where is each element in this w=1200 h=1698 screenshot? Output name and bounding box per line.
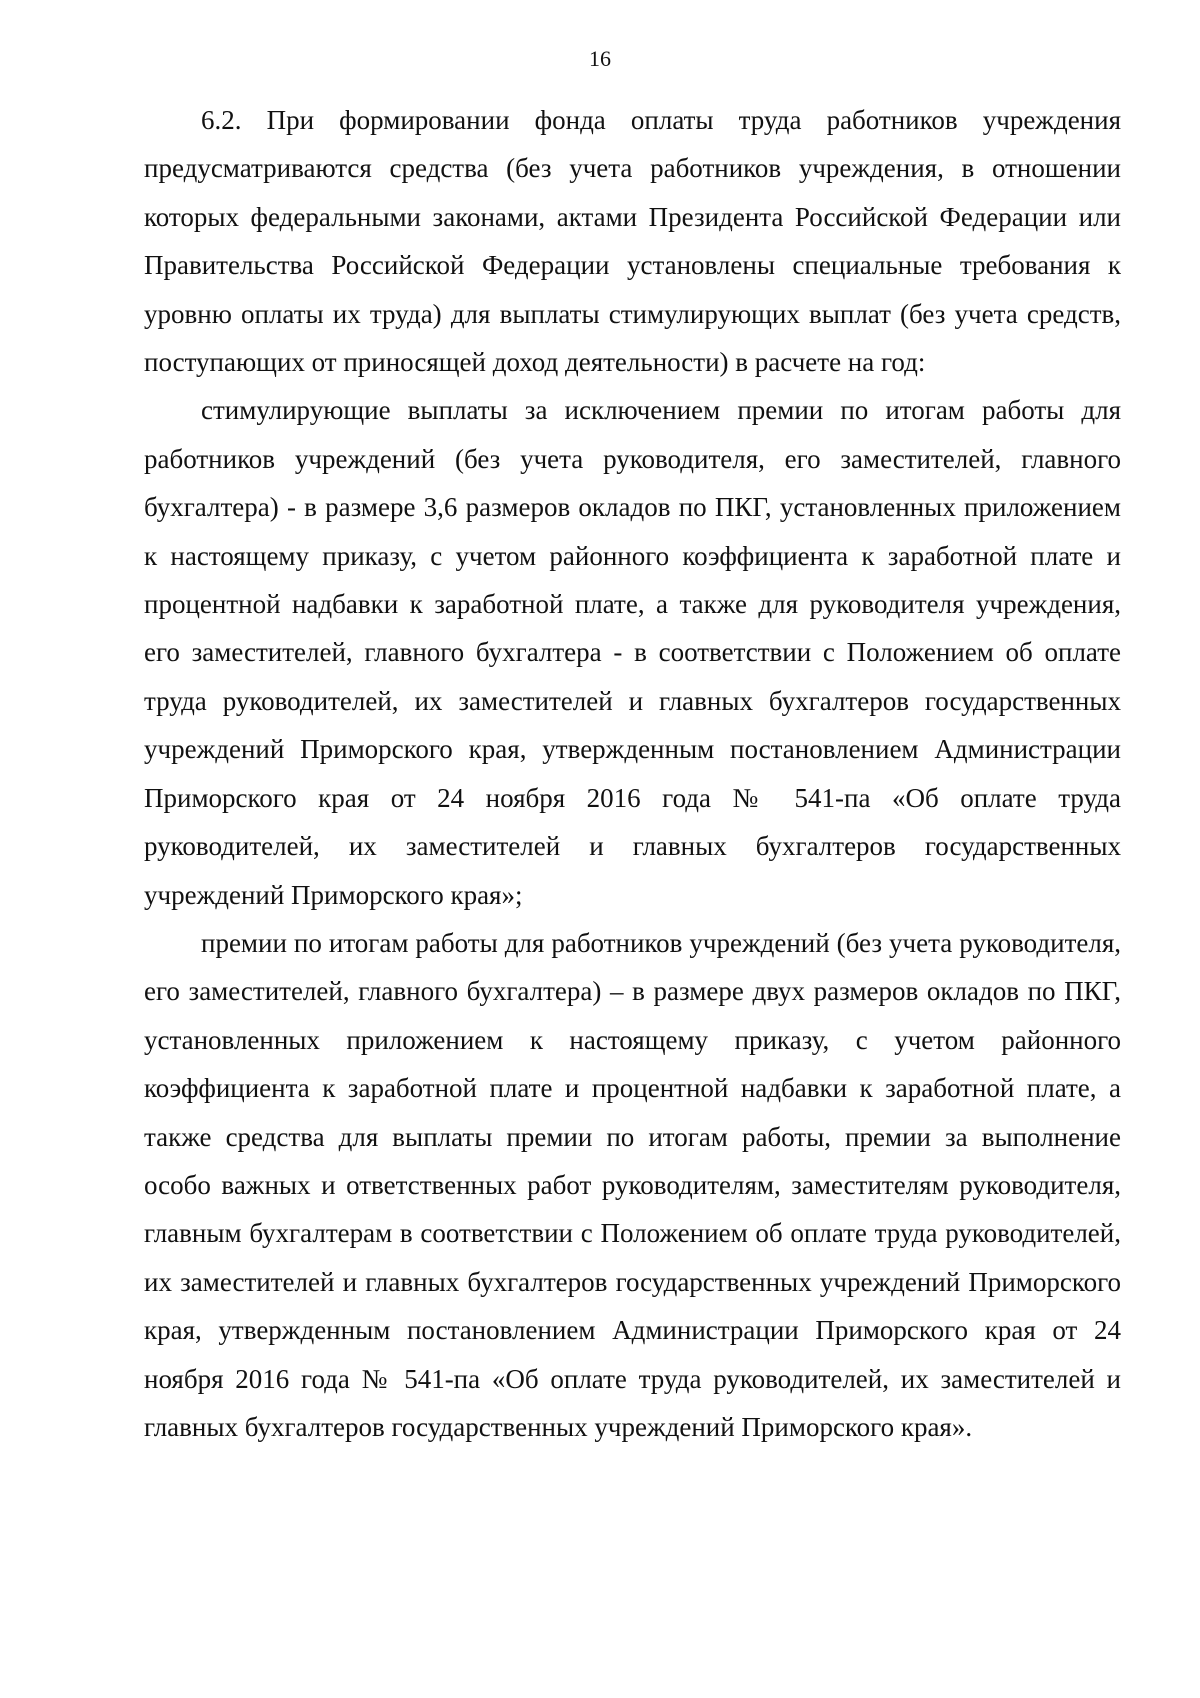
document-body	[144, 96, 1121, 1451]
page-number: 16	[589, 46, 611, 71]
paragraph-6-2: 6.2. При формировании фонда оплаты труда работников учреждения предусматриваются средства (без учета работников учреждения, в отношении которых федеральными законами, актами Президента Российской Федерации или Правительства Российской Федерации установлены специальные требования к уровню оплаты их труда) для выплаты стимулирующих выплат (без учета средств, поступающих от приносящей доход деятельности) в расчете на год:	[144, 105, 1121, 378]
paragraph-stimulating-payments: стимулирующие выплаты за исключением премии по итогам работы для работников учреждений (без учета руководителя, его заместителей, главного бухгалтера) - в размере 3,6 размеров окладов по ПКГ, установленных приложением к настоящему приказу, с учетом районного коэффициента к заработной плате и процентной надбавки к заработной плате, а также для руководителя учреждения, его заместителей, главного бухгалтера - в соответствии с Положением об оплате труда руководителей, их заместителей и главных бухгалтеров государственных учреждений Приморского края, утвержденным постановлением Администрации Приморского края от 24 ноября 2016 года № 541-па «Об оплате труда руководителей, их заместителей и главных бухгалтеров государственных учреждений Приморского края»;	[144, 395, 1121, 910]
paragraph-bonus-payments: премии по итогам работы для работников учреждений (без учета руководителя, его заместителей, главного бухгалтера) – в размере двух размеров окладов по ПКГ, установленных приложением к настоящему приказу, с учетом районного коэффициента к заработной плате и процентной надбавки к заработной плате, а также средства для выплаты премии по итогам работы, премии за выполнение особо важных и ответственных работ руководителям, заместителям руководителя, главным бухгалтерам в соответствии с Положением об оплате труда руководителей, их заместителей и главных бухгалтеров государственных учреждений Приморского края, утвержденным постановлением Администрации Приморского края от 24 ноября 2016 года № 541-па «Об оплате труда руководителей, их заместителей и главных бухгалтеров государственных учреждений Приморского края».	[144, 927, 1121, 1442]
